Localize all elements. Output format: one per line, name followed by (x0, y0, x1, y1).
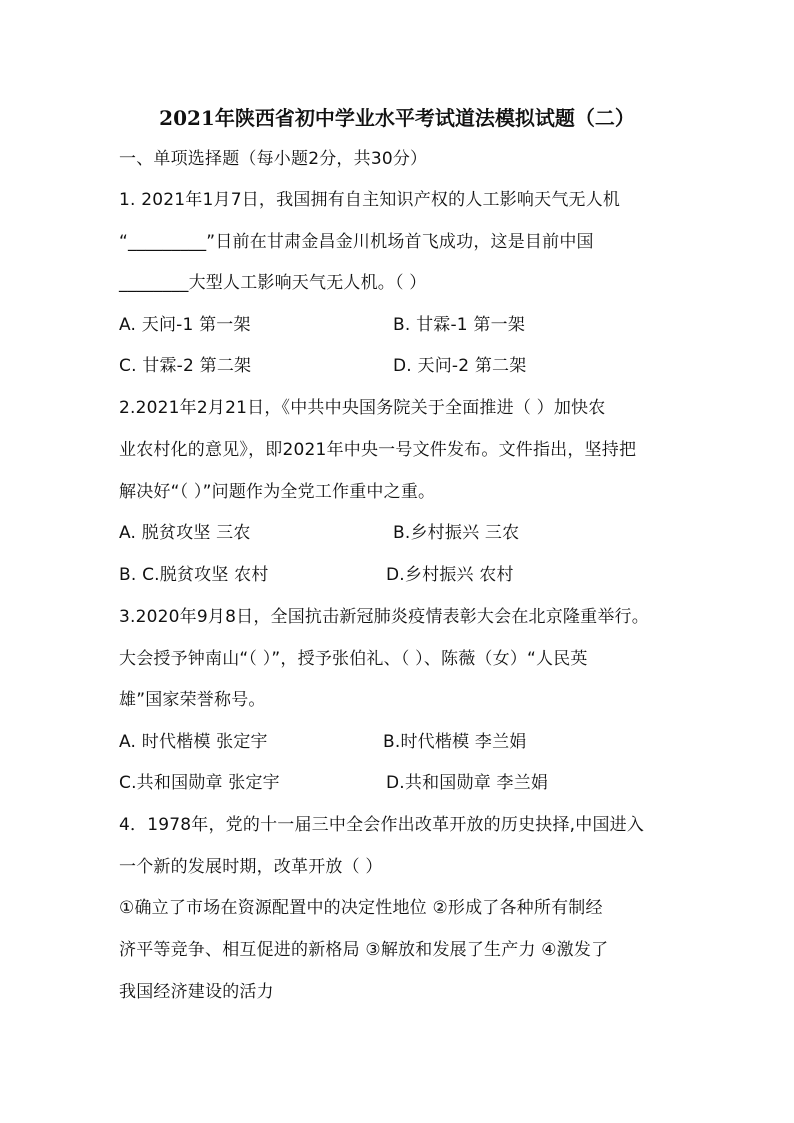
question-3-option-d: D.共和国勋章 李兰娟 (386, 773, 549, 793)
question-1-option-a: A. 天问-1 第一架 (119, 315, 251, 335)
question-3-line-2: 大会授予钟南山“（ ）”，授予张伯礼、（ ）、陈薇（女）“人民英 (119, 649, 588, 669)
question-1-option-b: B. 甘霖-1 第一架 (393, 315, 526, 335)
page-title: 2021年陕西省初中学业水平考试道法模拟试题（二） (159, 106, 635, 130)
question-3-option-b: B.时代楷模 李兰娟 (383, 732, 527, 752)
question-2-option-d: D.乡村振兴 农村 (386, 565, 514, 585)
question-2-line-3: 解决好“（ ）”问题作为全党工作重中之重。 (119, 482, 436, 502)
question-1-option-c: C. 甘霖-2 第二架 (119, 356, 252, 376)
question-3-line-3: 雄”国家荣誉称号。 (119, 690, 266, 710)
section-heading: 一、单项选择题（每小题2分，共30分） (119, 149, 428, 169)
question-2-option-b: B.乡村振兴 三农 (393, 523, 520, 543)
question-3-line-1: 3.2020年9月8日，全国抗击新冠肺炎疫情表彰大会在北京隆重举行。 (119, 607, 649, 627)
question-1-line-3: ________大型人工影响天气无人机。（ ） (119, 273, 427, 293)
question-3-option-a: A. 时代楷模 张定宇 (119, 732, 268, 752)
question-3-option-c: C.共和国勋章 张定宇 (119, 773, 280, 793)
question-2-option-c: B. C.脱贫攻坚 农村 (119, 565, 269, 585)
question-4-line-5: 我国经济建设的活力 (119, 982, 274, 1002)
question-2-option-a: A. 脱贫攻坚 三农 (119, 523, 251, 543)
question-4-line-2: 一个新的发展时期，改革开放（ ） (119, 857, 383, 877)
question-4-line-4: 济平等竞争、相互促进的新格局 ③解放和发展了生产力 ④激发了 (119, 940, 609, 960)
question-1-option-d: D. 天问-2 第二架 (393, 356, 527, 376)
question-2-line-1: 2.2021年2月21日，《中共中央国务院关于全面推进（ ）加快农 (119, 398, 606, 418)
question-2-line-2: 业农村化的意见》，即2021年中央一号文件发布。文件指出，坚持把 (119, 440, 637, 460)
question-4-line-3: ①确立了市场在资源配置中的决定性地位 ②形成了各种所有制经 (119, 898, 603, 918)
question-1-line-1: 1. 2021年1月7日，我国拥有自主知识产权的人工影响天气无人机 (119, 190, 621, 210)
question-4-line-1: 4．1978年，党的十一届三中全会作出改革开放的历史抉择,中国进入 (119, 815, 645, 835)
question-1-line-2: “_________”日前在甘肃金昌金川机场首飞成功，这是目前中国 (119, 232, 594, 252)
